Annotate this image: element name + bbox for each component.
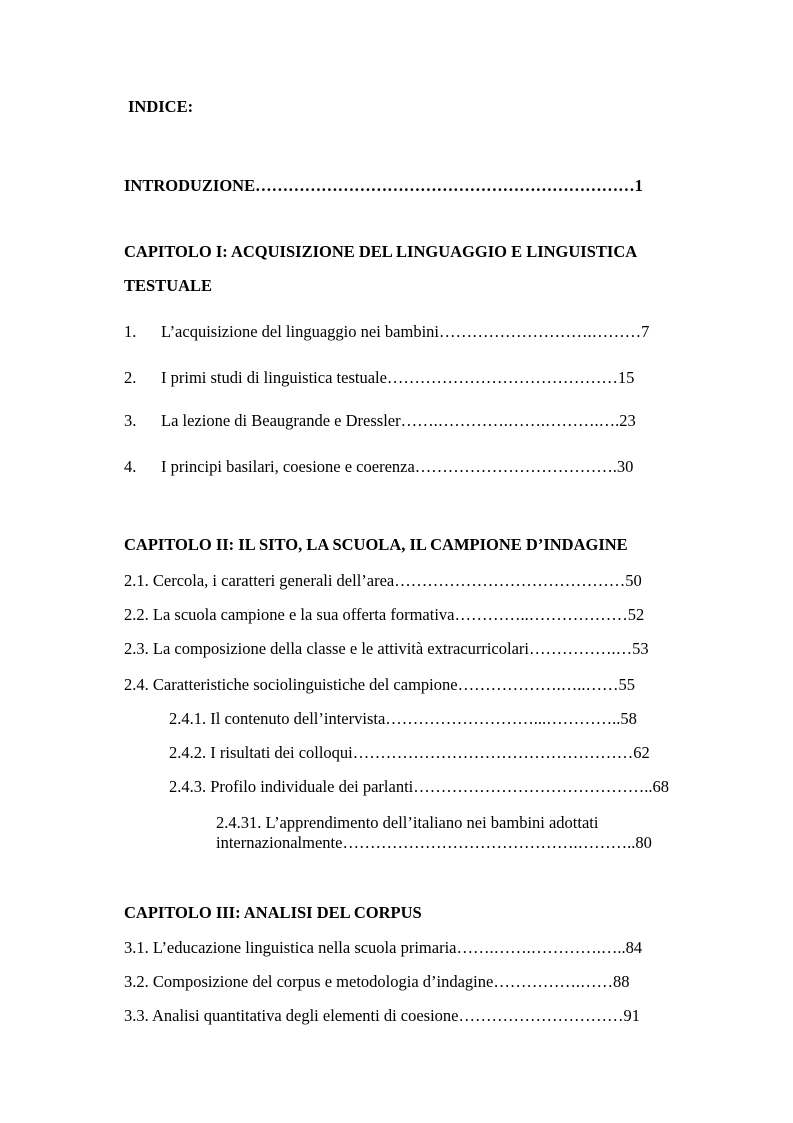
chapter1-item-number: 3.	[124, 411, 137, 430]
chapter1-item: I principi basilari, coesione e coerenza……………………………….30	[161, 457, 634, 476]
chapter2-item: 2.4. Caratteristiche sociolinguistiche del campione……………….…..……55	[124, 675, 635, 694]
chapter2-item: 2.2. La scuola campione e la sua offerta formativa…………..………………52	[124, 605, 645, 624]
chapter3-item: 3.2. Composizione del corpus e metodologia d’indagine…………….……88	[124, 972, 630, 991]
chapter2-subsubitem-line1: 2.4.31. L’apprendimento dell’italiano nei bambini adottati	[216, 813, 599, 832]
chapter2-subitem: 2.4.1. Il contenuto dell’intervista………………………...…………..58	[169, 709, 637, 728]
chapter1-item: L’acquisizione del linguaggio nei bambini……………………….………7	[161, 322, 650, 341]
chapter3-item: 3.3. Analisi quantitativa degli elementi di coesione…………………………91	[124, 1006, 641, 1025]
chapter1-item-number: 4.	[124, 457, 137, 476]
chapter2-subsubitem-line2: internazionalmente…………………………………….………..80	[216, 833, 652, 852]
chapter2-subitem: 2.4.2. I risultati dei colloqui……………………………………………62	[169, 743, 650, 762]
introduction-label: INTRODUZIONE	[124, 176, 256, 195]
introduction-entry	[124, 176, 643, 196]
chapter2-item: 2.1. Cercola, i caratteri generali dell’area……………………………………50	[124, 571, 642, 590]
introduction-page: 1	[634, 176, 643, 195]
chapter1-title-line2: TESTUALE	[124, 276, 213, 295]
chapter3-title: CAPITOLO III: ANALISI DEL CORPUS	[124, 903, 422, 922]
chapter1-item-number: 1.	[124, 322, 137, 341]
index-title: INDICE:	[128, 97, 194, 116]
chapter1-title-line1: CAPITOLO I: ACQUISIZIONE DEL LINGUAGGIO E LINGUISTICA	[124, 242, 638, 261]
chapter2-title: CAPITOLO II: IL SITO, LA SCUOLA, IL CAMPIONE D’INDAGINE	[124, 535, 628, 554]
introduction-dots: ……………………………………………………………	[255, 176, 635, 195]
chapter1-item-number: 2.	[124, 368, 137, 387]
chapter1-item: La lezione di Beaugrande e Dressler…….………….…….……….….23	[161, 411, 636, 430]
chapter1-item: I primi studi di linguistica testuale……………………………………15	[161, 368, 635, 387]
chapter2-item: 2.3. La composizione della classe e le attività extracurricolari…………….…53	[124, 639, 649, 658]
chapter3-item: 3.1. L’educazione linguistica nella scuola primaria…….…….………….…..84	[124, 938, 643, 957]
chapter2-subitem: 2.4.3. Profilo individuale dei parlanti……………………………………..68	[169, 777, 669, 796]
